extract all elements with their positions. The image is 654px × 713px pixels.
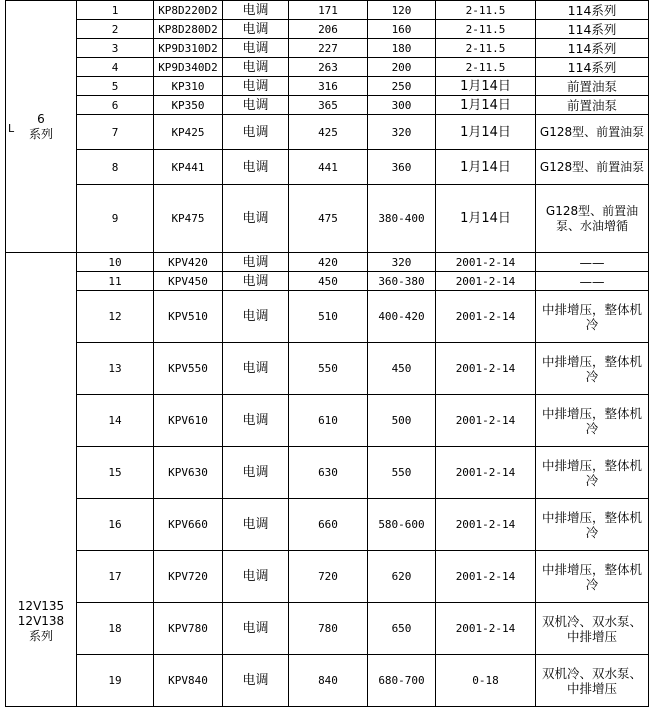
date-cell: 2001-2-14 xyxy=(436,603,536,655)
table-row xyxy=(6,499,649,551)
speed-cell: 320 xyxy=(368,253,436,272)
table-row xyxy=(6,253,649,272)
model-cell: KPV420 xyxy=(154,253,223,272)
date-cell: 1月14日 xyxy=(436,77,536,96)
date-cell: 2-11.5 xyxy=(436,1,536,20)
table-row xyxy=(6,603,649,655)
power-cell: 206 xyxy=(289,20,368,39)
series-label-line: 系列 xyxy=(28,629,53,643)
row-number: 11 xyxy=(77,272,154,291)
date-cell: 2-11.5 xyxy=(436,20,536,39)
table-row xyxy=(6,1,649,20)
control-cell: 电调 xyxy=(223,20,289,39)
table-row xyxy=(6,58,649,77)
control-cell: 电调 xyxy=(223,185,289,253)
speed-cell: 300 xyxy=(368,96,436,115)
model-cell: KP9D310D2 xyxy=(154,39,223,58)
control-cell: 电调 xyxy=(223,447,289,499)
date-cell: 2001-2-14 xyxy=(436,395,536,447)
speed-cell: 360 xyxy=(368,150,436,185)
model-cell: KPV510 xyxy=(154,291,223,343)
row-number: 6 xyxy=(77,96,154,115)
speed-cell: 380-400 xyxy=(368,185,436,253)
speed-cell: 580-600 xyxy=(368,499,436,551)
control-cell: 电调 xyxy=(223,77,289,96)
model-cell: KPV610 xyxy=(154,395,223,447)
power-cell: 660 xyxy=(289,499,368,551)
row-number: 2 xyxy=(77,20,154,39)
control-cell: 电调 xyxy=(223,603,289,655)
model-cell: KPV550 xyxy=(154,343,223,395)
model-cell: KP9D340D2 xyxy=(154,58,223,77)
series-cell-12v xyxy=(6,253,77,707)
row-number: 8 xyxy=(77,150,154,185)
speed-cell: 360-380 xyxy=(368,272,436,291)
date-cell: 2-11.5 xyxy=(436,39,536,58)
table-row xyxy=(6,343,649,395)
note-cell: 中排增压，整体机冷 xyxy=(536,343,649,395)
table-row xyxy=(6,96,649,115)
speed-cell: 680-700 xyxy=(368,655,436,707)
control-cell: 电调 xyxy=(223,150,289,185)
row-number: 3 xyxy=(77,39,154,58)
speed-cell: 620 xyxy=(368,551,436,603)
table-row xyxy=(6,447,649,499)
note-cell: G128型、前置油泵、水油增循 xyxy=(536,185,649,253)
model-cell: KPV660 xyxy=(154,499,223,551)
series-label-line: 系列 xyxy=(28,126,53,141)
note-cell: G128型、前置油泵 xyxy=(536,150,649,185)
speed-cell: 650 xyxy=(368,603,436,655)
model-cell: KP425 xyxy=(154,115,223,150)
power-cell: 610 xyxy=(289,395,368,447)
spec-table xyxy=(5,0,649,707)
row-number: 12 xyxy=(77,291,154,343)
model-cell: KP350 xyxy=(154,96,223,115)
date-cell: 2001-2-14 xyxy=(436,343,536,395)
date-cell: 2001-2-14 xyxy=(436,551,536,603)
power-cell: 365 xyxy=(289,96,368,115)
date-cell: 1月14日 xyxy=(436,96,536,115)
speed-cell: 400-420 xyxy=(368,291,436,343)
model-cell: KP441 xyxy=(154,150,223,185)
power-cell: 475 xyxy=(289,185,368,253)
power-cell: 420 xyxy=(289,253,368,272)
speed-cell: 200 xyxy=(368,58,436,77)
control-cell: 电调 xyxy=(223,272,289,291)
row-number: 10 xyxy=(77,253,154,272)
model-cell: KPV840 xyxy=(154,655,223,707)
date-cell: 0-18 xyxy=(436,655,536,707)
speed-cell: 550 xyxy=(368,447,436,499)
control-cell: 电调 xyxy=(223,253,289,272)
table-row xyxy=(6,272,649,291)
control-cell: 电调 xyxy=(223,39,289,58)
note-cell: 中排增压，整体机冷 xyxy=(536,551,649,603)
power-cell: 263 xyxy=(289,58,368,77)
table-row xyxy=(6,77,649,96)
row-number: 17 xyxy=(77,551,154,603)
power-cell: 550 xyxy=(289,343,368,395)
note-cell: 中排增压，整体机冷 xyxy=(536,395,649,447)
row-number: 19 xyxy=(77,655,154,707)
power-cell: 630 xyxy=(289,447,368,499)
series-prefix: L xyxy=(8,122,15,135)
speed-cell: 500 xyxy=(368,395,436,447)
control-cell: 电调 xyxy=(223,499,289,551)
row-number: 16 xyxy=(77,499,154,551)
note-cell: 114系列 xyxy=(536,58,649,77)
note-cell: 中排增压，整体机冷 xyxy=(536,291,649,343)
series-label-line: 6 xyxy=(37,111,45,126)
note-cell: 114系列 xyxy=(536,1,649,20)
series-label-line: 12V135 xyxy=(17,599,65,613)
note-cell: 中排增压，整体机冷 xyxy=(536,447,649,499)
date-cell: 2001-2-14 xyxy=(436,291,536,343)
model-cell: KP475 xyxy=(154,185,223,253)
model-cell: KPV630 xyxy=(154,447,223,499)
note-cell: —— xyxy=(536,253,649,272)
speed-cell: 180 xyxy=(368,39,436,58)
date-cell: 2001-2-14 xyxy=(436,499,536,551)
control-cell: 电调 xyxy=(223,655,289,707)
model-cell: KPV720 xyxy=(154,551,223,603)
control-cell: 电调 xyxy=(223,96,289,115)
power-cell: 316 xyxy=(289,77,368,96)
table-row xyxy=(6,150,649,185)
row-number: 9 xyxy=(77,185,154,253)
control-cell: 电调 xyxy=(223,343,289,395)
note-cell: 前置油泵 xyxy=(536,77,649,96)
control-cell: 电调 xyxy=(223,1,289,20)
table-row xyxy=(6,551,649,603)
row-number: 1 xyxy=(77,1,154,20)
power-cell: 441 xyxy=(289,150,368,185)
speed-cell: 250 xyxy=(368,77,436,96)
control-cell: 电调 xyxy=(223,551,289,603)
date-cell: 2001-2-14 xyxy=(436,447,536,499)
row-number: 15 xyxy=(77,447,154,499)
table-row xyxy=(6,395,649,447)
control-cell: 电调 xyxy=(223,395,289,447)
date-cell: 1月14日 xyxy=(436,150,536,185)
power-cell: 840 xyxy=(289,655,368,707)
row-number: 7 xyxy=(77,115,154,150)
power-cell: 510 xyxy=(289,291,368,343)
row-number: 18 xyxy=(77,603,154,655)
power-cell: 227 xyxy=(289,39,368,58)
table-row xyxy=(6,115,649,150)
row-number: 14 xyxy=(77,395,154,447)
note-cell: G128型、前置油泵 xyxy=(536,115,649,150)
date-cell: 2-11.5 xyxy=(436,58,536,77)
model-cell: KP310 xyxy=(154,77,223,96)
speed-cell: 120 xyxy=(368,1,436,20)
power-cell: 425 xyxy=(289,115,368,150)
note-cell: 114系列 xyxy=(536,20,649,39)
table-row xyxy=(6,20,649,39)
row-number: 13 xyxy=(77,343,154,395)
control-cell: 电调 xyxy=(223,115,289,150)
note-cell: 中排增压，整体机冷 xyxy=(536,499,649,551)
table-row xyxy=(6,655,649,707)
table-row xyxy=(6,291,649,343)
control-cell: 电调 xyxy=(223,291,289,343)
speed-cell: 450 xyxy=(368,343,436,395)
date-cell: 2001-2-14 xyxy=(436,272,536,291)
model-cell: KP8D280D2 xyxy=(154,20,223,39)
model-cell: KP8D220D2 xyxy=(154,1,223,20)
note-cell: 双机冷、双水泵、中排增压 xyxy=(536,655,649,707)
power-cell: 171 xyxy=(289,1,368,20)
table-row xyxy=(6,39,649,58)
power-cell: 450 xyxy=(289,272,368,291)
model-cell: KPV780 xyxy=(154,603,223,655)
date-cell: 2001-2-14 xyxy=(436,253,536,272)
note-cell: 前置油泵 xyxy=(536,96,649,115)
speed-cell: 160 xyxy=(368,20,436,39)
series-label-line: 12V138 xyxy=(17,614,65,628)
row-number: 4 xyxy=(77,58,154,77)
row-number: 5 xyxy=(77,77,154,96)
power-cell: 720 xyxy=(289,551,368,603)
note-cell: 114系列 xyxy=(536,39,649,58)
control-cell: 电调 xyxy=(223,58,289,77)
model-cell: KPV450 xyxy=(154,272,223,291)
date-cell: 1月14日 xyxy=(436,185,536,253)
power-cell: 780 xyxy=(289,603,368,655)
series-cell-6 xyxy=(6,1,77,253)
note-cell: 双机冷、双水泵、中排增压 xyxy=(536,603,649,655)
speed-cell: 320 xyxy=(368,115,436,150)
note-cell: —— xyxy=(536,272,649,291)
date-cell: 1月14日 xyxy=(436,115,536,150)
table-row xyxy=(6,185,649,253)
